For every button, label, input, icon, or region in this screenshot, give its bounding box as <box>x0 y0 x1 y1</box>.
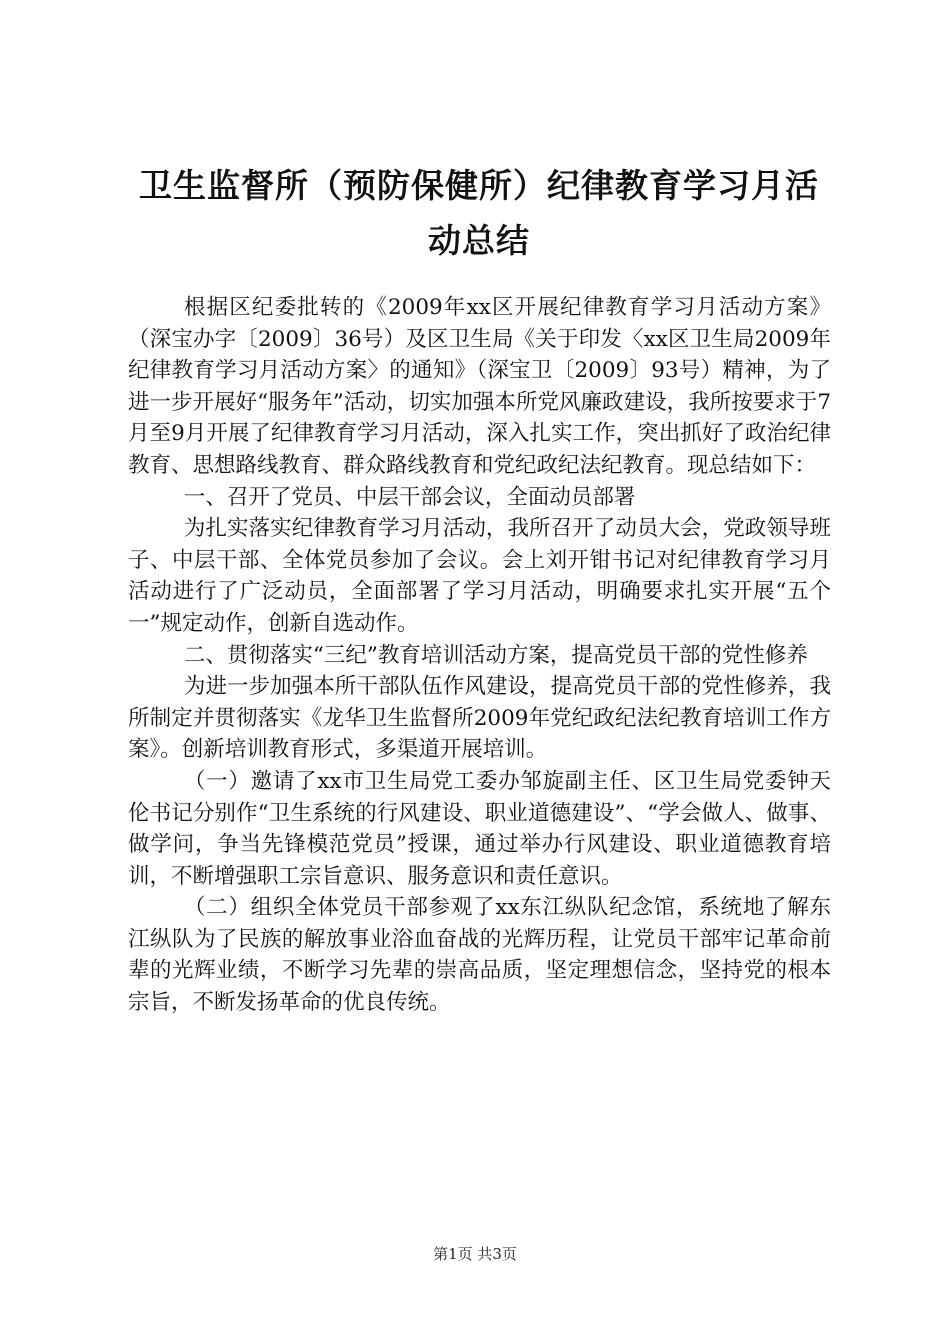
section-heading-2: 二、贯彻落实“三纪”教育培训活动方案，提高党员干部的党性修养 <box>183 642 808 668</box>
page-number: 第1页 共3页 <box>433 1245 517 1263</box>
document-body <box>128 292 831 1019</box>
document-title: 卫生监督所（预防保健所）纪律教育学习月活动总结 <box>139 166 819 260</box>
section-paragraph-2: 为进一步加强本所干部队伍作风建设，提高党员干部的党性修养，我所制定并贯彻落实《龙华卫生监督所2009年党纪政纪法纪教育培训工作方案》。创新培训教育形式，多渠道开展培训。 <box>128 674 831 763</box>
section-paragraph-1: 为扎实落实纪律教育学习月活动，我所召开了动员大会，党政领导班子、中层干部、全体党员参加了会议。会上刘开钳书记对纪律教育学习月活动进行了广泛动员，全面部署了学习月活动，明确要求扎实开展“五个一”规定动作，创新自选动作。 <box>128 516 831 636</box>
intro-paragraph: 根据区纪委批转的《2009年xx区开展纪律教育学习月活动方案》（深宝办字〔2009〕36号）及区卫生局《关于印发〈xx区卫生局2009年纪律教育学习月活动方案〉的通知》（深宝卫〔2009〕93号）精神，为了进一步开展好“服务年”活动，切实加强本所党风廉政建设，我所按要求于7月至9月开展了纪律教育学习月活动，深入扎实工作，突出抓好了政治纪律教育、思想路线教育、群众路线教育和党纪政纪法纪教育。现总结如下： <box>128 295 831 478</box>
section-heading-1: 一、召开了党员、中层干部会议，全面动员部署 <box>183 484 636 510</box>
sub-item-2: （二）组织全体党员干部参观了xx东江纵队纪念馆，系统地了解东江纵队为了民族的解放事业浴血奋战的光辉历程，让党员干部牢记革命前辈的光辉业绩，不断学习先辈的崇高品质，坚定理想信念，坚持党的根本宗旨，不断发扬革命的优良传统。 <box>128 895 831 1016</box>
sub-item-1: （一）邀请了xx市卫生局党工委办邹旋副主任、区卫生局党委钟天伦书记分别作“卫生系统的行风建设、职业道德建设”、“学会做人、做事、做学问，争当先锋模范党员”授课，通过举办行风建设、职业道德教育培训，不断增强职工宗旨意识、服务意识和责任意识。 <box>128 768 831 889</box>
